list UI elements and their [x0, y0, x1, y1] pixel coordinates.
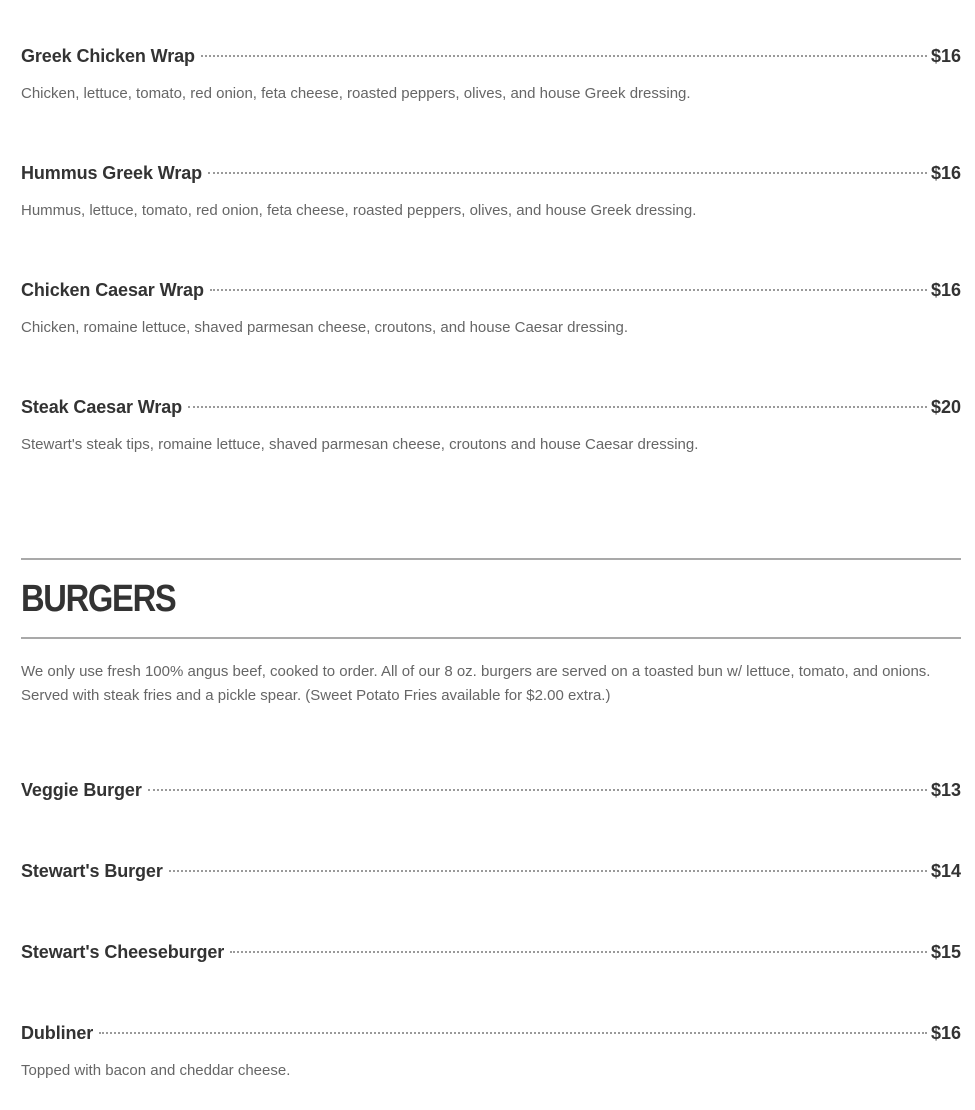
dot-leader [188, 406, 927, 408]
menu-item-header [21, 280, 961, 304]
menu-item-price: $16 [930, 1023, 961, 1043]
section-divider-bottom [21, 637, 961, 639]
menu-item-name: Veggie Burger [21, 780, 142, 800]
menu-item-price: $14 [930, 861, 961, 881]
dot-leader [169, 870, 927, 872]
menu-item-description: Stewart's steak tips, romaine lettuce, shaved parmesan cheese, croutons and house Caesar dressing. [21, 436, 699, 453]
menu-item-name: Steak Caesar Wrap [21, 397, 183, 417]
dot-leader [210, 289, 927, 291]
menu-item-hummus-greek-wrap [21, 163, 961, 223]
menu-item-stewarts-cheeseburger [21, 942, 961, 966]
menu-item-header [21, 780, 961, 804]
menu-item-price: $16 [930, 280, 961, 300]
menu-item-header [21, 942, 961, 966]
menu-item-name: Greek Chicken Wrap [21, 46, 195, 66]
menu-item-price: $20 [930, 397, 961, 417]
menu-item-header [21, 1023, 961, 1047]
menu-item-header [21, 46, 961, 70]
menu-item-steak-caesar-wrap [21, 397, 961, 457]
menu-item-price: $15 [930, 942, 961, 962]
menu-item-price: $13 [930, 780, 961, 800]
dot-leader [148, 789, 927, 791]
menu-item-description: Topped with bacon and cheddar cheese. [21, 1062, 291, 1079]
menu-item-header [21, 397, 961, 421]
menu-item-veggie-burger [21, 780, 961, 804]
dot-leader [99, 1032, 927, 1034]
menu-item-stewarts-burger [21, 861, 961, 885]
dot-leader [208, 172, 927, 174]
menu-item-header [21, 163, 961, 187]
menu-item-name: Stewart's Burger [21, 861, 163, 881]
menu-item-name: Hummus Greek Wrap [21, 163, 203, 183]
menu-item-description: Chicken, lettuce, tomato, red onion, feta cheese, roasted peppers, olives, and house Greek dressing. [21, 85, 691, 102]
section-intro: We only use fresh 100% angus beef, cooked to order. All of our 8 oz. burgers are served on a toasted bun w/ lettuce, tomato, and onions. Served with steak fries and a pickle spear. (Sweet Potato Fries available for $2.00 extra.) [21, 663, 931, 704]
menu-item-chicken-caesar-wrap [21, 280, 961, 340]
menu-item-name: Dubliner [21, 1023, 94, 1043]
menu-item-description: Hummus, lettuce, tomato, red onion, feta cheese, roasted peppers, olives, and house Greek dressing. [21, 202, 697, 219]
menu-item-description: Chicken, romaine lettuce, shaved parmesan cheese, croutons, and house Caesar dressing. [21, 319, 629, 336]
section-divider-top [21, 558, 961, 560]
dot-leader [230, 951, 927, 953]
menu-item-dubliner [21, 1023, 961, 1083]
menu-item-name: Stewart's Cheeseburger [21, 942, 225, 962]
menu-item-price: $16 [930, 163, 961, 183]
menu-item-name: Chicken Caesar Wrap [21, 280, 204, 300]
dot-leader [201, 55, 927, 57]
menu-item-price: $16 [930, 46, 961, 66]
menu-item-header [21, 861, 961, 885]
section-title: BURGERS [21, 578, 176, 620]
menu-item-greek-chicken-wrap [21, 46, 961, 106]
